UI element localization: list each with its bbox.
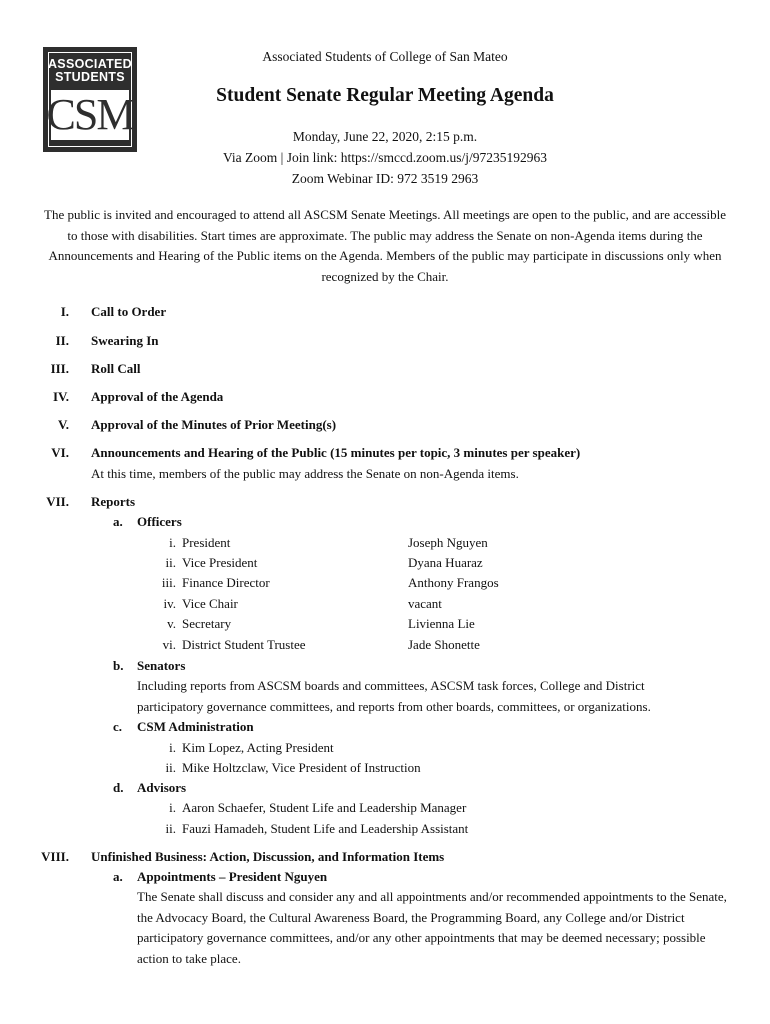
meeting-date: Monday, June 22, 2020, 2:15 p.m. [292, 129, 478, 144]
item-number: VII. [46, 494, 69, 509]
subitem-label: c. [113, 719, 123, 734]
subitem-title: Appointments – President Nguyen [137, 869, 328, 884]
officer-name: Livienna Lie [408, 616, 475, 631]
officer-role: Vice President [182, 555, 258, 570]
officer-number: v. [167, 616, 176, 631]
list-number: i. [169, 800, 176, 815]
logo-csm-mark: CSM [46, 90, 134, 139]
zoom-link[interactable]: Via Zoom | Join link: https://smccd.zoom.us/j/97235192963 [222, 150, 547, 165]
subitem-title: CSM Administration [137, 719, 254, 734]
item-number: I. [60, 304, 69, 319]
list-text: Aaron Schaefer, Student Life and Leadership Manager [182, 800, 467, 815]
subitem-label: a. [113, 869, 123, 884]
logo-line-1: ASSOCIATED [47, 57, 133, 71]
subitem-label: a. [113, 514, 123, 529]
subitem-advisors [113, 780, 186, 796]
item-title: Roll Call [91, 361, 141, 376]
subitem-title: Advisors [137, 780, 187, 795]
officer-name: Dyana Huaraz [408, 555, 483, 570]
officer-number: i. [169, 535, 176, 550]
officer-name: Jade Shonette [408, 637, 480, 652]
officer-number: vi. [162, 637, 176, 652]
item-number: IV. [52, 389, 69, 404]
officer-name: Anthony Frangos [408, 575, 499, 590]
officer-role: Vice Chair [182, 596, 238, 611]
senators-description: Including reports from ASCSM boards and committees, ASCSM task forces, College and District participatory governance committees, and reports from other boards, committees, or organizations. [137, 678, 651, 714]
item-number: V. [58, 417, 69, 432]
subitem-senators [113, 658, 185, 674]
public-notice: The public is invited and encouraged to attend all ASCSM Senate Meetings. All meetings are open to the public, and are accessible to those with disabilities. Start times are approximate. The public may address the Senate on non-Agenda items during the Announcements and Hearing of the Public items on the Agenda. Members of the public may participate in discussions only when recognized by the Chair. [44, 207, 726, 285]
item-number: VIII. [41, 849, 69, 864]
officer-name: vacant [408, 596, 442, 611]
list-number: ii. [165, 760, 176, 775]
subitem-label: b. [113, 658, 124, 673]
item-number: III. [50, 361, 69, 376]
item-title: Unfinished Business: Action, Discussion, and Information Items [91, 849, 445, 864]
list-number: ii. [165, 821, 176, 836]
item-number: VI. [51, 445, 69, 460]
officer-name: Joseph Nguyen [408, 535, 488, 550]
subitem-officers [113, 514, 182, 530]
list-text: Kim Lopez, Acting President [182, 740, 334, 755]
logo-line-2: STUDENTS [55, 70, 125, 84]
item-title: Approval of the Minutes of Prior Meeting(s) [91, 417, 337, 432]
list-number: i. [169, 740, 176, 755]
subitem-title: Officers [137, 514, 182, 529]
officer-number: iii. [161, 575, 176, 590]
item-number: II. [55, 333, 69, 348]
subitem-title: Senators [137, 658, 186, 673]
officer-number: ii. [165, 555, 176, 570]
item-title: Approval of the Agenda [91, 389, 224, 404]
officer-role: Finance Director [182, 575, 270, 590]
list-text: Fauzi Hamadeh, Student Life and Leadership Assistant [182, 821, 469, 836]
subitem-appointments [113, 869, 327, 885]
appointments-description: The Senate shall discuss and consider any and all appointments and/or recommended appointments to the Senate, the Advocacy Board, the Cultural Awareness Board, the Programming Board, any College and/or District participatory governance committees, and/or any other appointments that may be deemed necessary; possible action to take place. [137, 889, 727, 966]
item-note: At this time, members of the public may address the Senate on non-Agenda items. [91, 466, 519, 481]
list-text: Mike Holtzclaw, Vice President of Instruction [182, 760, 421, 775]
organization-name: Associated Students of College of San Mateo [262, 49, 508, 64]
zoom-webinar-id: Zoom Webinar ID: 972 3519 2963 [291, 171, 479, 186]
officer-number: iv. [163, 596, 176, 611]
item-title: Reports [91, 494, 136, 509]
subitem-label: d. [113, 780, 124, 795]
subitem-csm-administration [113, 719, 254, 735]
item-title: Call to Order [91, 304, 167, 319]
item-title: Swearing In [91, 333, 159, 348]
officer-role: President [182, 535, 231, 550]
item-title: Announcements and Hearing of the Public (15 minutes per topic, 3 minutes per speaker) [91, 445, 581, 460]
page-title: Student Senate Regular Meeting Agenda [216, 85, 554, 106]
officer-role: Secretary [182, 616, 232, 631]
officer-role: District Student Trustee [182, 637, 306, 652]
